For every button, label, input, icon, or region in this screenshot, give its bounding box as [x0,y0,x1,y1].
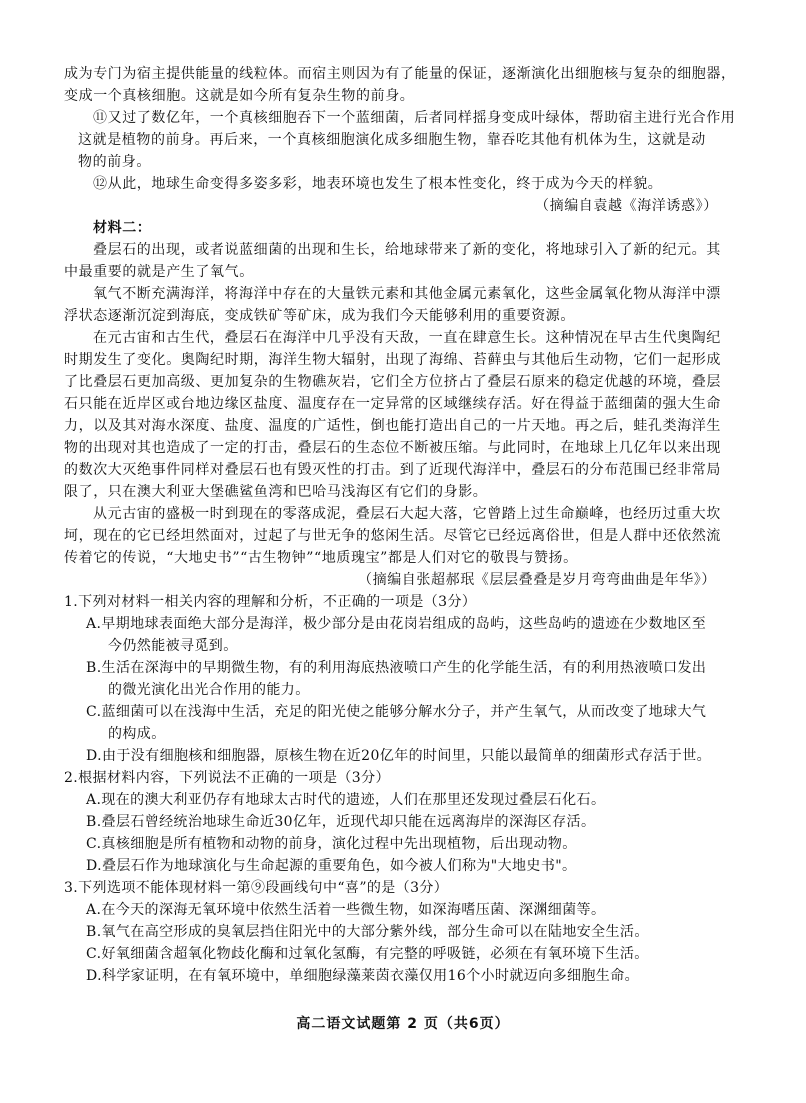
passage-line: 成为专门为宿主提供能量的线粒体。而宿主则因为有了能量的保证，逐渐演化出细胞核与复杂的细胞器， [64,66,736,82]
passage-line: 坷，现在的它已经坦然面对，过起了与世无争的悠闲生活。尽管它已经远离俗世，但是人群中还依然流 [64,528,721,544]
answer-option: B.氧气在高空形成的臭氧层挡住阳光中的大部分紫外线，部分生命可以在陆地安全生活。 [86,924,649,940]
passage-line: ⑪又过了数亿年，一个真核细胞吞下一个蓝细菌，后者同样摇身变成叶绿体，帮助宿主进行光合作用 [93,110,736,126]
passage-line: 力，以及其对海水深度、盐度、温度的广适性，倒也能打造出自己的一片天地。再之后，蛙孔类海洋生 [64,418,721,434]
answer-option: D.科学家证明，在有氧环境中，单细胞绿藻莱茵衣藻仅用16个小时就迈向多细胞生命。 [86,968,639,984]
answer-option-cont: 的构成。 [108,726,166,742]
passage-line: 中最重要的就是产生了氧气。 [64,264,254,280]
passage-line: 浮状态逐渐沉淀到海底，变成铁矿等矿床，成为我们今天能够利用的重要资源。 [64,308,575,324]
question-stem: 1.下列对材料一相关内容的理解和分析，不正确的一项是（3分） [64,594,477,610]
answer-option: B.生活在深海中的早期微生物，有的利用海底热液喷口产生的化学能生活，有的利用热液喷口发出 [86,660,707,676]
passage-line: 叠层石的出现，或者说蓝细菌的出现和生长，给地球带来了新的变化，将地球引入了新的纪元。其 [93,242,721,258]
answer-option-cont: 的微光演化出光合作用的能力。 [108,682,310,698]
passage-line: 氧气不断充满海洋，将海洋中存在的大量铁元素和其他金属元素氧化，这些金属氧化物从海洋中漂 [93,286,721,302]
passage-line: ⑫从此，地球生命变得多姿多彩，地表环境也发生了根本性变化，终于成为今天的样貌。 [93,176,663,192]
passage-line: 在元古宙和古生代，叠层石在海洋中几乎没有天敌，一直在肆意生长。这种情况在早古生代奥陶纪 [93,330,721,346]
passage-line: 物的前身。 [78,154,151,170]
passage-line: 从元古宙的盛极一时到现在的零落成泥，叠层石大起大落，它曾踏上过生命巅峰，也经历过重大坎 [93,506,721,522]
answer-option: C.蓝细菌可以在浅海中生活，充足的阳光使之能够分解水分子，并产生氧气，从而改变了地球大气 [86,704,707,720]
source-citation: （摘编自袁越《海洋诱惑》） [535,198,718,214]
question-stem: 2.根据材料内容，下列说法不正确的一项是（3分） [64,770,390,786]
material-heading: 材料二： [93,220,152,236]
answer-option: D.叠层石作为地球演化与生命起源的重要角色，如今被人们称为"大地史书"。 [86,858,577,874]
passage-line: 传着它的传说，“大地史书”“古生物钟”“地质瑰宝”都是人们对它的敬畏与赞扬。 [64,550,578,566]
page-footer: 高二语文试题第 2 页（共6页） [296,1016,510,1032]
passage-line: 物的出现对其也造成了一定的打击，叠层石的生态位不断被压缩。与此同时，在地球上几亿年以来出现 [64,440,721,456]
source-citation: （摘编自张超郝珉《层层叠叠是岁月弯弯曲曲是年华》） [358,572,716,588]
answer-option: A.在今天的深海无氧环境中依然生活着一些微生物，如深海嗜压菌、深渊细菌等。 [86,902,606,918]
passage-line: 变成一个真核细胞。这就是如今所有复杂生物的前身。 [64,88,415,104]
answer-option: A.早期地球表面绝大部分是海洋，极少部分是由花岗岩组成的岛屿，这些岛屿的遗迹在少数地区至 [86,616,707,632]
answer-option: C.真核细胞是所有植物和动物的前身，演化过程中先出现植物，后出现动物。 [86,836,577,852]
answer-option-cont: 今仍然能被寻觅到。 [108,638,238,654]
passage-line: 了比叠层石更加高级、更加复杂的生物礁灰岩，它们全方位挤占了叠层石原来的稳定优越的环境，叠层 [64,374,721,390]
question-stem: 3.下列选项不能体现材料一第⑨段画线句中“喜”的是（3分） [64,880,449,896]
answer-option: B.叠层石曾经统治地球生命近30亿年，近现代却只能在远离海岸的深海区存活。 [86,814,596,830]
passage-line: 的数次大灭绝事件同样对叠层石也有毁灭性的打击。到了近现代海洋中，叠层石的分布范围已经非常局 [64,462,721,478]
answer-option: C.好氧细菌含超氧化物歧化酶和过氧化氢酶，有完整的呼吸链，必须在有氧环境下生活。 [86,946,649,962]
answer-option: A.现在的澳大利亚仍存有地球太古时代的遗迹，人们在那里还发现过叠层石化石。 [86,792,606,808]
passage-line: 这就是植物的前身。再后来，一个真核细胞演化成多细胞生物，靠吞吃其他有机体为生，这就是动 [78,132,706,148]
passage-line: 时期发生了变化。奥陶纪时期，海洋生物大辐射，出现了海绵、苔藓虫与其他后生动物，它们一起形成 [64,352,721,368]
answer-option: D.由于没有细胞核和细胞器，原核生物在近20亿年的时间里，只能以最简单的细菌形式存活于世。 [86,748,711,764]
passage-line: 石只能在近岸区或台地边缘区盐度、温度存在一定异常的区域继续存活。好在得益于蓝细菌的强大生命 [64,396,721,412]
passage-line: 限了，只在澳大利亚大堡礁鲨鱼湾和巴哈马浅海区有它们的身影。 [64,484,488,500]
